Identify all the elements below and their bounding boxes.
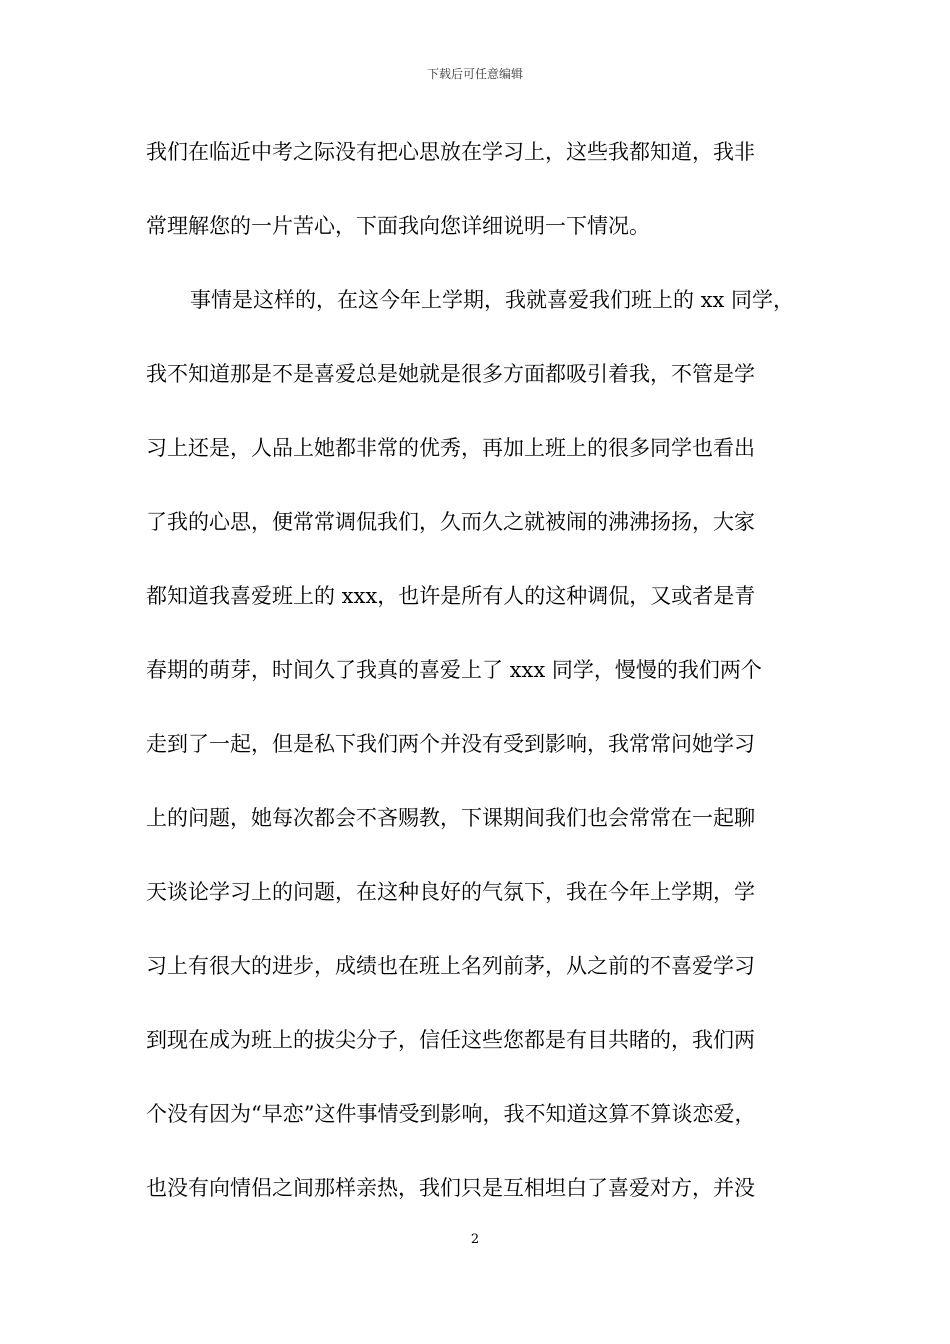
text-line: 习上有很大的进步，成绩也在班上名列前茅，从之前的不喜爱学习 (146, 954, 755, 978)
text-line: 到现在成为班上的拔尖分子，信任这些您都是有目共睹的，我们两 (146, 1028, 755, 1052)
text-line: 常理解您的一片苦心，下面我向您详细说明一下情况。 (146, 214, 650, 238)
paragraph-start-line: 事情是这样的，在这今年上学期，我就喜爱我们班上的 xx 同学， (190, 288, 795, 312)
text-line: 上的问题，她每次都会不吝赐教，下课期间我们也会常常在一起聊 (146, 806, 755, 830)
text-line: 都知道我喜爱班上的 xxx，也许是所有人的这种调侃，又或者是青 (146, 584, 756, 608)
text-line: 也没有向情侣之间那样亲热，我们只是互相坦白了喜爱对方，并没 (146, 1176, 755, 1200)
text-line: 天谈论学习上的问题，在这种良好的气氛下，我在今年上学期，学 (146, 880, 755, 904)
text-line: 走到了一起，但是私下我们两个并没有受到影响，我常常问她学习 (146, 732, 755, 756)
text-line: 了我的心思，便常常调侃我们，久而久之就被闹的沸沸扬扬，大家 (146, 510, 755, 534)
page-header: 下载后可任意编辑 (426, 67, 523, 81)
text-line: 我们在临近中考之际没有把心思放在学习上，这些我都知道，我非 (146, 140, 755, 164)
text-line: 个没有因为“早恋”这件事情受到影响，我不知道这算不算谈恋爱， (146, 1102, 756, 1126)
page-number: 2 (470, 1232, 480, 1247)
text-line: 习上还是，人品上她都非常的优秀，再加上班上的很多同学也看出 (146, 436, 755, 460)
text-line: 春期的萌芽，时间久了我真的喜爱上了 xxx 同学，慢慢的我们两个 (146, 658, 762, 682)
text-line: 我不知道那是不是喜爱总是她就是很多方面都吸引着我，不管是学 (146, 362, 755, 386)
document-body (146, 127, 836, 1237)
